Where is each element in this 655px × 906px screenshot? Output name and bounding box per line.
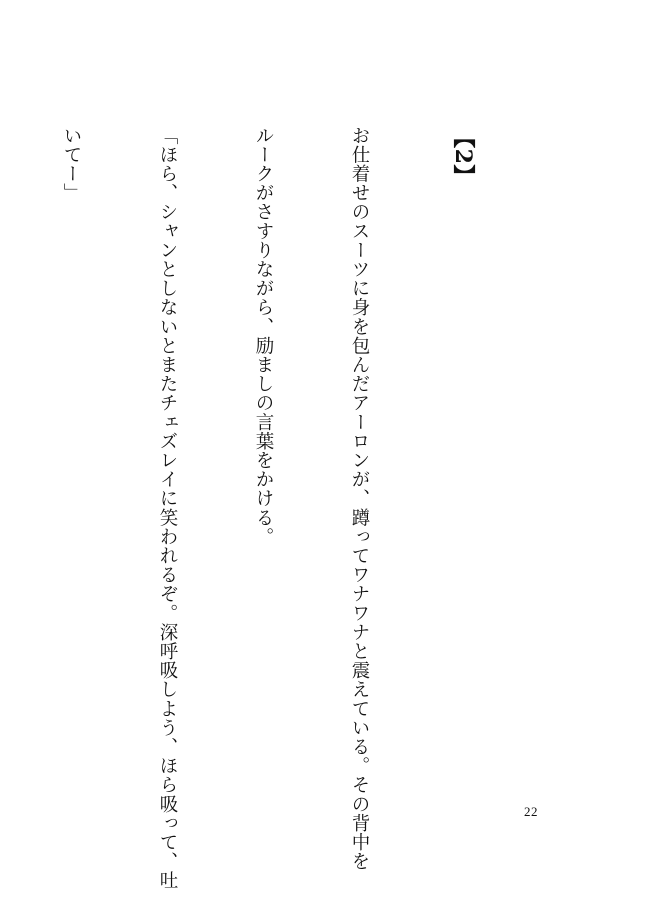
text-line: いてー」: [61, 126, 82, 203]
text-line: ルークがさすりながら、励ましの言葉をかける。: [253, 126, 274, 547]
text-line: 「ほら、シャンとしないとまたチェズレイに笑われるぞ。深呼吸しよう、ほら吸って、吐: [157, 126, 178, 890]
chapter-heading: 【2】: [450, 126, 476, 188]
page-number: 22: [524, 804, 538, 819]
text-line: お仕着せのスーツに身を包んだアーロンが、蹲ってワナワナと震えている。その背中を: [349, 126, 370, 871]
